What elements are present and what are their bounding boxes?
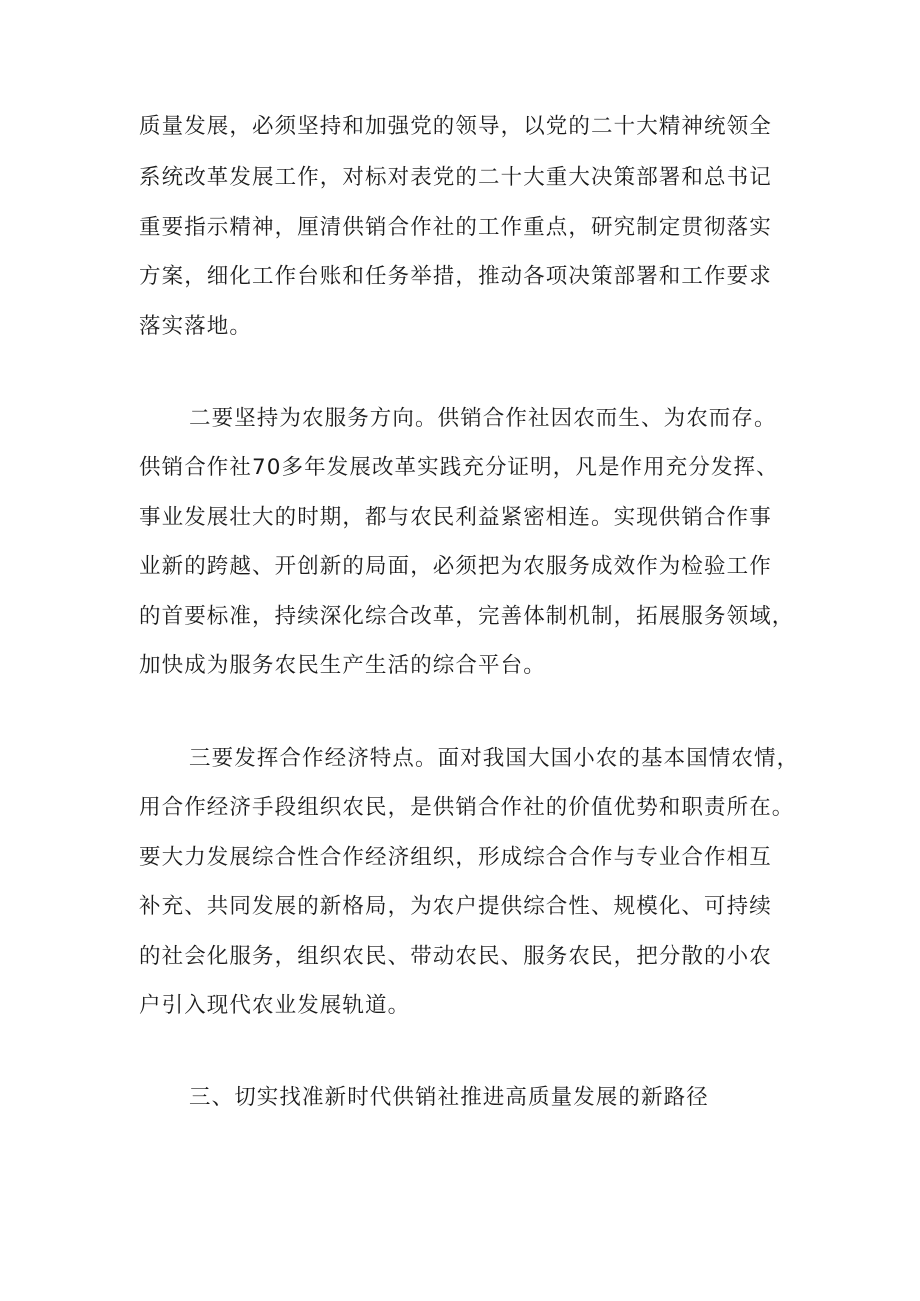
paragraph-3-line-1: 三要发挥合作经济特点。面对我国大国小农的基本国情农情， <box>189 746 800 771</box>
paragraph-2-line-1: 二要坚持为农服务方向。供销合作社因农而生、为农而存。 <box>189 406 777 431</box>
paragraph-2-line-2: 供销合作社70多年发展改革实践充分证明，凡是作用充分发挥、 <box>139 455 779 480</box>
paragraph-1-line-2: 系统改革发展工作，对标对表党的二十大重大决策部署和总书记 <box>139 165 772 190</box>
paragraph-2-line-5: 的首要标准，持续深化综合改革，完善体制机制，拓展服务领域， <box>139 604 795 629</box>
paragraph-1-line-3: 重要指示精神，厘清供销合作社的工作重点，研究制定贯彻落实 <box>139 215 772 240</box>
paragraph-3-line-5: 的社会化服务，组织农民、带动农民、服务农民，把分散的小农 <box>139 944 772 969</box>
paragraph-2-line-3: 事业发展壮大的时期，都与农民利益紧密相连。实现供销合作事 <box>139 505 772 530</box>
paragraph-2-line-4: 业新的跨越、开创新的局面，必须把为农服务成效作为检验工作 <box>139 554 772 579</box>
paragraph-1-line-4: 方案，细化工作台账和任务举措，推动各项决策部署和工作要求 <box>139 264 772 289</box>
paragraph-3-line-6: 户引入现代农业发展轨道。 <box>139 993 411 1018</box>
paragraph-3-line-4: 补充、共同发展的新格局，为农户提供综合性、规模化、可持续 <box>139 894 772 919</box>
paragraph-2-line-6: 加快成为服务农民生产生活的综合平台。 <box>139 653 546 678</box>
paragraph-3-line-3: 要大力发展综合性合作经济组织，形成综合合作与专业合作相互 <box>139 845 772 870</box>
paragraph-3-line-2: 用合作经济手段组织农民，是供销合作社的价值优势和职责所在。 <box>139 795 795 820</box>
paragraph-1-line-1: 质量发展，必须坚持和加强党的领导，以党的二十大精神统领全 <box>139 114 772 139</box>
section-heading: 三、切实找准新时代供销社推进高质量发展的新路径 <box>189 1085 709 1110</box>
paragraph-1-line-5: 落实落地。 <box>139 314 253 339</box>
